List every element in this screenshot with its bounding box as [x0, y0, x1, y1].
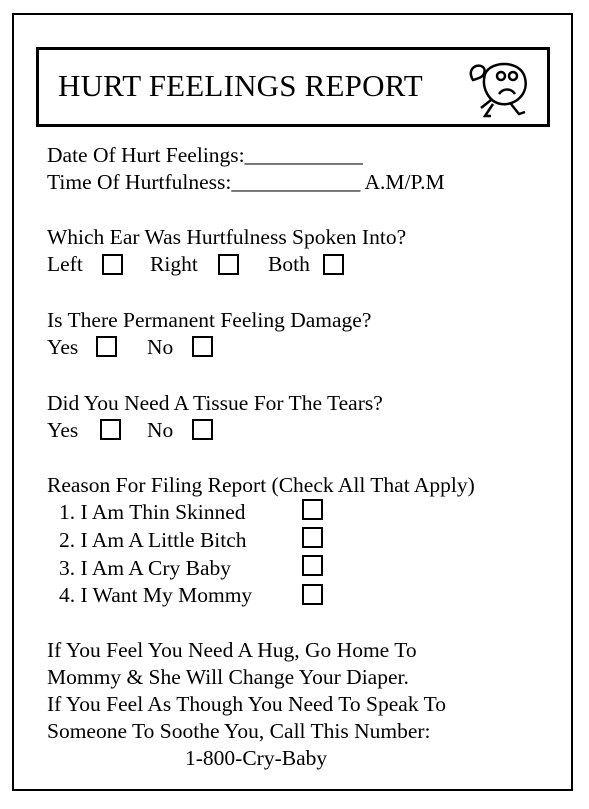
crying-face-icon: [463, 54, 535, 122]
footer-line: If You Feel You Need A Hug, Go Home To: [47, 638, 417, 662]
tissue-question: Did You Need A Tissue For The Tears?: [47, 391, 383, 415]
ear-right-checkbox[interactable]: [218, 254, 239, 275]
damage-option-no-label: No: [147, 335, 174, 359]
reason-cry-baby-checkbox[interactable]: [302, 555, 323, 576]
ear-both-checkbox[interactable]: [323, 254, 344, 275]
tissue-yes-checkbox[interactable]: [100, 419, 121, 440]
reason-item-little: 2. I Am A Little Bitch: [59, 528, 247, 552]
time-of-hurtfulness-field: Time Of Hurtfulness:____________ A.M/P.M: [47, 170, 445, 194]
reason-mommy-checkbox[interactable]: [302, 584, 323, 605]
damage-option-yes-label: Yes: [47, 335, 79, 359]
ear-question: Which Ear Was Hurtfulness Spoken Into?: [47, 225, 407, 249]
footer-line: Someone To Soothe You, Call This Number:: [47, 719, 431, 743]
footer-line: If You Feel As Though You Need To Speak To: [47, 692, 446, 716]
damage-yes-checkbox[interactable]: [96, 336, 117, 357]
reason-little-checkbox[interactable]: [302, 527, 323, 548]
tissue-option-yes-label: Yes: [47, 418, 79, 442]
reason-item-thin-skinned: 1. I Am Thin Skinned: [59, 500, 246, 524]
reason-thin-skinned-checkbox[interactable]: [302, 499, 323, 520]
date-of-hurt-feelings-field: Date Of Hurt Feelings:___________: [47, 143, 363, 167]
footer-line: Mommy & She Will Change Your Diaper.: [47, 665, 409, 689]
damage-question: Is There Permanent Feeling Damage?: [47, 308, 372, 332]
ear-option-left-label: Left: [47, 252, 83, 276]
phone-number: 1-800-Cry-Baby: [185, 746, 328, 770]
title-box: [36, 47, 550, 127]
ear-option-both-label: Both: [268, 252, 310, 276]
reason-heading: Reason For Filing Report (Check All That Apply): [47, 473, 475, 497]
reason-item-cry-baby: 3. I Am A Cry Baby: [59, 556, 232, 580]
damage-no-checkbox[interactable]: [192, 336, 213, 357]
ear-option-right-label: Right: [150, 252, 198, 276]
form-title: HURT FEELINGS REPORT: [58, 68, 423, 103]
reason-item-mommy: 4. I Want My Mommy: [59, 583, 253, 607]
tissue-option-no-label: No: [147, 418, 174, 442]
tissue-no-checkbox[interactable]: [192, 419, 213, 440]
ear-left-checkbox[interactable]: [102, 254, 123, 275]
